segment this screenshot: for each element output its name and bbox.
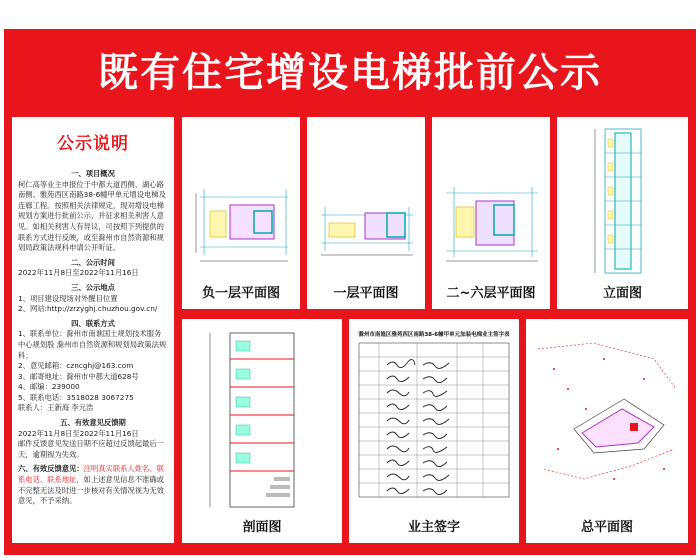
notice-title: 公示说明 <box>57 134 129 154</box>
section-text: 柯仁高等业主申报位于中都大道西侧、湖心路南侧、雅苑西区南路38-6幢甲单元增设电梯及连廊工程。按照相关法律规定，现对增设电梯规划方案进行批前公示，并征求相关利害人意见。如相关利害人有异议，可按照下列提供的联系方式进行反映，或至滁州市自然资源和规划局政策法规科申请公开听证。 <box>18 179 166 253</box>
caption-signatures: 业主签字 <box>407 520 460 535</box>
email-line[interactable]: 2、意见邮箱：czncghj@163.com <box>18 361 134 371</box>
section-text: 邮件反馈意见发送日期不应超过反馈起最后一天，逾期视为失效。 <box>18 439 164 459</box>
caption-elevation: 立面图 <box>602 286 642 301</box>
section-feedback-period <box>18 418 168 460</box>
floor-plan-upper-drawing <box>440 127 542 277</box>
section-line: 4、邮编：239000 <box>18 382 80 392</box>
floor-plan-ground-drawing <box>315 127 417 277</box>
website-link[interactable]: 2、网站:http://zrzyghj.chuzhou.gov.cn/ <box>18 304 158 314</box>
page-title: 既有住宅增设电梯批前公示 <box>98 50 602 96</box>
section-location <box>18 283 168 315</box>
section-line: 5、联系电话：3518028 3067275 <box>18 392 134 402</box>
caption-section: 剖面图 <box>242 520 282 535</box>
section-drawing <box>190 329 334 511</box>
section-highlight: 注明真实联系人姓名、联系电话、联系地址， <box>18 464 164 485</box>
drawing-panel-section <box>182 319 342 543</box>
caption-basement: 负一层平面图 <box>201 286 280 301</box>
section-line: 3、邮寄地址：滁州市中都大道628号 <box>18 371 139 381</box>
caption-ground: 一层平面图 <box>333 286 399 301</box>
drawing-panel-basement <box>182 117 300 309</box>
signature-sheet-heading: 滁州市南谯区雅苑西区南路38-6幢甲单元加装电梯业主签字表 <box>358 332 510 338</box>
site-plan-drawing <box>534 329 680 511</box>
section-valid-feedback <box>18 464 168 506</box>
floor-plan-basement-drawing <box>190 127 292 277</box>
caption-site: 总平面图 <box>580 520 633 535</box>
drawing-panel-ground <box>307 117 425 309</box>
section-line: 1、联系单位：滁州市南谯国土规划技术服务中心规划股 滁州市自然资源和规划局政策法规科； <box>18 329 167 360</box>
section-text: 2022年11月8日至2022年11月16日 <box>18 268 139 278</box>
section-text: 如上述意见信息不准确或不完整无法及时进一步核对有关情况视为无效意见，不予采纳。 <box>18 475 164 506</box>
notice-panel <box>12 117 174 543</box>
notice-board <box>4 29 696 555</box>
section-heading: 二、公示时间 <box>71 257 115 267</box>
section-overview <box>18 169 168 254</box>
section-text: 2022年11月8日至2022年11月16日 <box>18 428 139 438</box>
drawing-panel-site <box>526 319 688 543</box>
section-line: 联系人：王新海 李元浩 <box>18 403 94 413</box>
section-heading: 三、公示地点 <box>71 282 115 292</box>
section-line: 1、项目建设现场对外醒目位置 <box>18 293 118 303</box>
section-heading: 六、有效反馈意见： <box>18 464 84 474</box>
section-heading: 五、有效意见反馈期 <box>60 418 126 428</box>
section-heading: 一、项目概况 <box>71 169 115 178</box>
drawing-panel-signatures <box>349 319 519 543</box>
section-time <box>18 258 168 279</box>
caption-upper: 二~六层平面图 <box>446 286 536 301</box>
notice-body <box>18 165 168 507</box>
section-heading: 四、联系方式 <box>71 318 115 328</box>
section-contact <box>18 319 168 414</box>
drawing-panel-elevation <box>557 117 688 309</box>
drawing-panel-upper <box>432 117 550 309</box>
owner-signature-sheet <box>357 329 511 511</box>
elevation-drawing <box>565 127 680 277</box>
